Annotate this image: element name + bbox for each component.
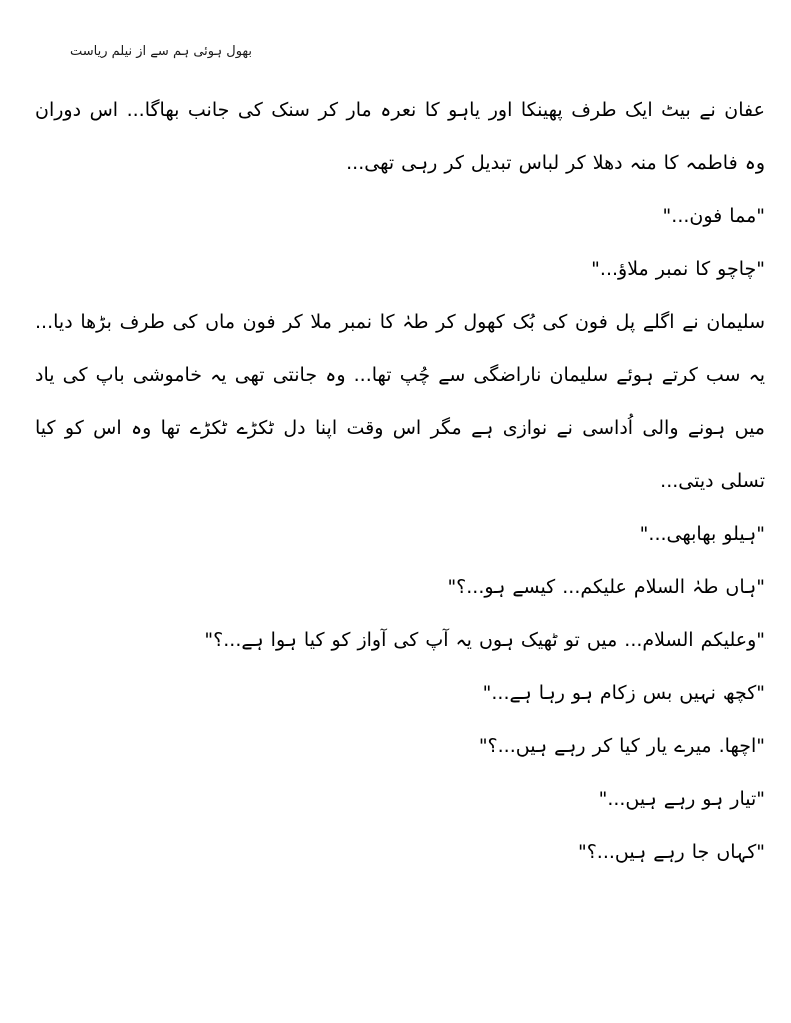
paragraph-dialogue: "کہاں جا رہے ہیں...؟" (577, 841, 765, 863)
paragraph-dialogue: "چاچو کا نمبر ملاؤ..." (591, 258, 765, 280)
paragraph-narration: سلیمان نے اگلے پل فون کی بُک کھول کر طہٰ کا نمبر ملا کر فون ماں کی طرف بڑھا دیا... یہ سب کرتے ہوئے سلیمان ناراضگی سے چُپ تھا... وہ جانتی تھی یہ خاموشی باپ کی یاد میں ہونے والی اُداسی نے نوازی ہے مگر اس وقت اپنا دل ٹکڑے ٹکڑے تھا وہ اس کو کیا تسلی دیتی... (35, 311, 765, 492)
paragraph-dialogue: "تیار ہو رہے ہیں..." (598, 788, 765, 810)
paragraph-dialogue: "اچھا. میرے یار کیا کر رہے ہیں...؟" (478, 735, 765, 757)
paragraph-dialogue: "ہیلو بھابھی..." (639, 523, 765, 545)
paragraph-dialogue: "ہاں طہٰ السلام علیکم... کیسے ہو...؟" (447, 576, 765, 598)
paragraph-dialogue: "وعلیکم السلام... میں تو ٹھیک ہوں یہ آپ کی آواز کو کیا ہوا ہے...؟" (204, 629, 765, 651)
paragraph-narration: عفان نے بیٹ ایک طرف پھینکا اور یاہو کا نعرہ مار کر سنک کی جانب بھاگا... اس دوران وہ فاطمہ کا منہ دھلا کر لباس تبدیل کر رہی تھی... (35, 99, 765, 174)
paragraph-dialogue: "مما فون..." (662, 205, 765, 227)
paragraph-dialogue: "کچھ نہیں بس زکام ہو رہا ہے..." (482, 682, 765, 704)
page-header-title: بھول ہوئی ہم سے از نیلم ریاست (70, 44, 253, 59)
document-body (35, 84, 765, 879)
